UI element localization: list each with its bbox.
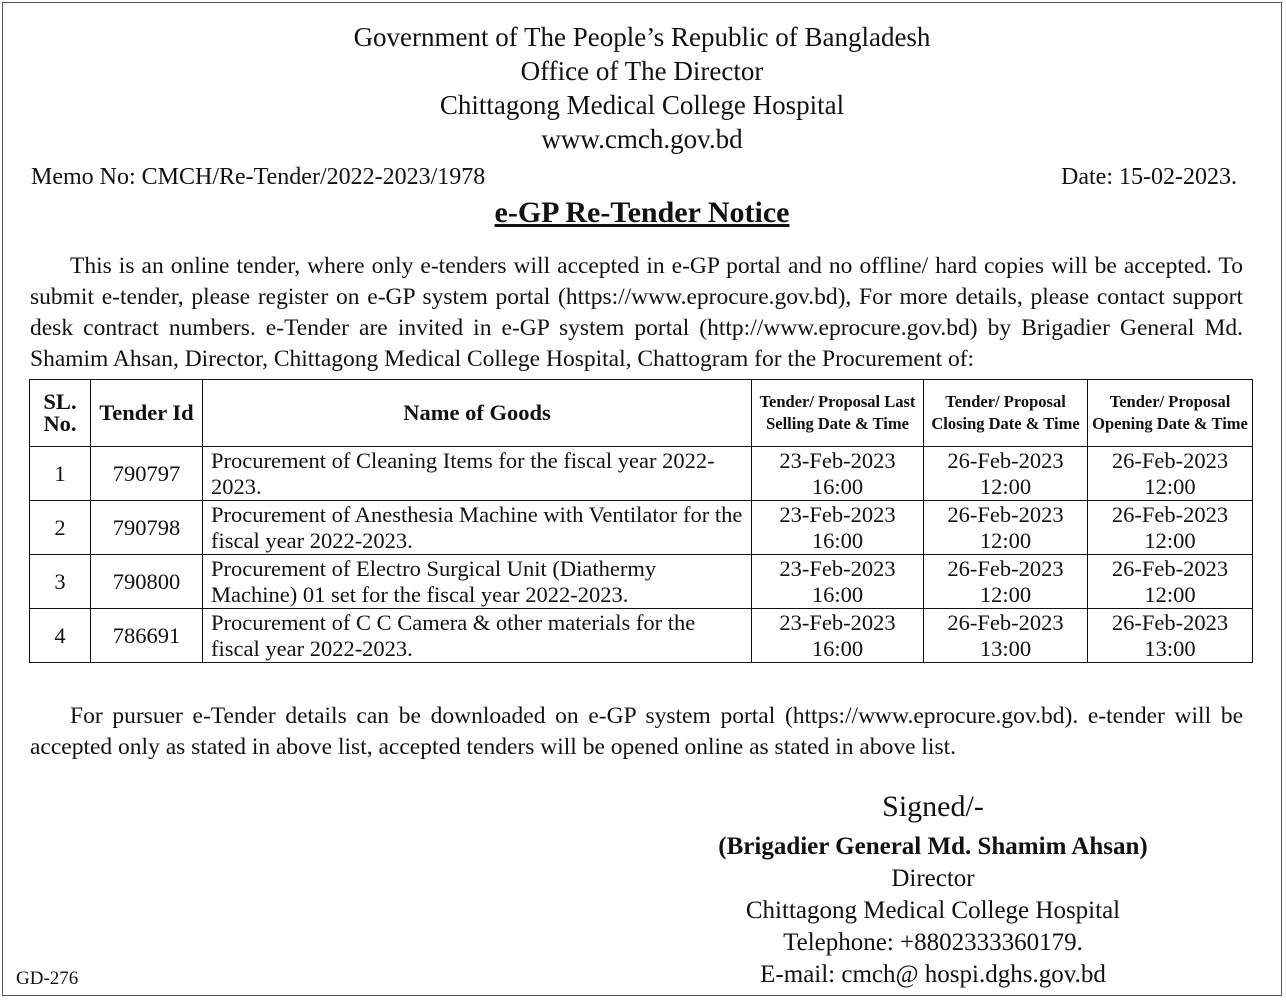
- opening-time: 12:00: [1144, 581, 1196, 607]
- intro-text: This is an online tender, where only e-tenders will accepted in e-GP portal and no offline/ hard copies will be accepted. To submit e-tender, please register on e-GP system portal (https://www.eprocure.gov.bd), For more details, please contact support desk contract numbers. e-Tender are invited in e-GP system portal (http://www.eprocure.gov.bd) by Brigadier General Md. Shamim Ahsan, Director, Chittagong Medical College Hospital, Chattogram for the Procurement of:: [30, 253, 1243, 372]
- col-header-goods: Name of Goods: [203, 380, 752, 447]
- col-header-sl: SL. No.: [30, 380, 91, 447]
- opening-time: 12:00: [1144, 473, 1196, 499]
- closing-time: 12:00: [979, 527, 1032, 553]
- signatory-telephone: Telephone: +8802333360179.: [783, 929, 1083, 956]
- cell-tender-id: 786691: [91, 609, 203, 663]
- selling-date: 23-Feb-2023: [779, 447, 896, 473]
- opening-time: 12:00: [1144, 527, 1196, 553]
- cell-tender-id: 790797: [91, 447, 203, 501]
- cell-tender-id: 790798: [91, 501, 203, 555]
- col-header-closing: Tender/ Proposal Closing Date & Time: [924, 380, 1088, 447]
- cell-selling: [752, 609, 924, 663]
- header-office: Office of The Director: [520, 56, 764, 86]
- opening-date: 26-Feb-2023: [1111, 501, 1229, 527]
- cell-sl: 4: [30, 609, 91, 663]
- cell-closing: [924, 447, 1088, 501]
- col-header-opening: Tender/ Proposal Opening Date & Time: [1088, 380, 1253, 447]
- tender-notice-page: [2, 2, 1282, 996]
- memo-row: [31, 164, 1237, 191]
- cell-tender-id: 790800: [91, 555, 203, 609]
- cell-sl: 1: [30, 447, 91, 501]
- header-government: Government of The People’s Republic of Bangladesh: [353, 22, 931, 52]
- header-website: www.cmch.gov.bd: [541, 124, 743, 154]
- signatory-name: (Brigadier General Md. Shamim Ahsan): [718, 833, 1148, 860]
- signed-mark: Signed/-: [882, 790, 984, 823]
- closing-date: 26-Feb-2023: [947, 555, 1064, 581]
- signatory-email: E-mail: cmch@ hospi.dghs.gov.bd: [760, 961, 1106, 988]
- closing-date: 26-Feb-2023: [947, 609, 1064, 635]
- intro-paragraph: [30, 251, 1243, 375]
- cell-selling: [752, 447, 924, 501]
- opening-date: 26-Feb-2023: [1111, 447, 1229, 473]
- footer-paragraph: [30, 701, 1243, 763]
- opening-date: 26-Feb-2023: [1111, 609, 1229, 635]
- memo-number: Memo No: CMCH/Re-Tender/2022-2023/1978: [31, 164, 486, 190]
- closing-time: 12:00: [979, 581, 1032, 607]
- cell-goods: Procurement of C C Camera & other materials for the fiscal year 2022-2023.: [203, 609, 752, 663]
- cell-closing: [924, 555, 1088, 609]
- selling-time: 16:00: [811, 527, 864, 553]
- cell-closing: [924, 609, 1088, 663]
- cell-selling: [752, 501, 924, 555]
- document-code: GD-276: [16, 968, 79, 989]
- selling-time: 16:00: [811, 473, 864, 499]
- col-header-tender-id: Tender Id: [91, 380, 203, 447]
- closing-date: 26-Feb-2023: [947, 447, 1064, 473]
- signatory-organization: Chittagong Medical College Hospital: [745, 897, 1121, 924]
- cell-opening: [1088, 447, 1253, 501]
- cell-goods: Procurement of Electro Surgical Unit (Diathermy Machine) 01 set for the fiscal year 2022-2023.: [203, 555, 752, 609]
- tender-table: [29, 379, 1253, 663]
- cell-sl: 2: [30, 501, 91, 555]
- table-row: [30, 447, 1253, 501]
- signatory-designation: Director: [891, 865, 975, 892]
- table-row: [30, 555, 1253, 609]
- cell-opening: [1088, 555, 1253, 609]
- opening-date: 26-Feb-2023: [1111, 555, 1229, 581]
- table-row: [30, 501, 1253, 555]
- cell-opening: [1088, 609, 1253, 663]
- selling-time: 16:00: [811, 635, 864, 661]
- closing-date: 26-Feb-2023: [947, 501, 1064, 527]
- cell-sl: 3: [30, 555, 91, 609]
- selling-date: 23-Feb-2023: [779, 555, 896, 581]
- memo-date: Date: 15-02-2023.: [1061, 164, 1237, 190]
- table-row: [30, 609, 1253, 663]
- cell-goods: Procurement of Anesthesia Machine with Ventilator for the fiscal year 2022-2023.: [203, 501, 752, 555]
- notice-title: e-GP Re-Tender Notice: [494, 196, 790, 229]
- footer-text: For pursuer e-Tender details can be downloaded on e-GP system portal (https://www.eprocure.gov.bd). e-tender will be accepted only as stated in above list, accepted tenders will be opened online as stated in above list.: [30, 703, 1243, 760]
- header-hospital: Chittagong Medical College Hospital: [439, 90, 845, 120]
- selling-date: 23-Feb-2023: [779, 501, 896, 527]
- opening-time: 13:00: [1144, 635, 1196, 661]
- cell-goods: Procurement of Cleaning Items for the fiscal year 2022-2023.: [203, 447, 752, 501]
- closing-time: 12:00: [979, 473, 1032, 499]
- closing-time: 13:00: [979, 635, 1032, 661]
- cell-selling: [752, 555, 924, 609]
- col-header-selling: Tender/ Proposal Last Selling Date & Time: [752, 380, 924, 447]
- selling-time: 16:00: [811, 581, 864, 607]
- cell-closing: [924, 501, 1088, 555]
- cell-opening: [1088, 501, 1253, 555]
- selling-date: 23-Feb-2023: [779, 609, 896, 635]
- table-header-row: [30, 380, 1253, 447]
